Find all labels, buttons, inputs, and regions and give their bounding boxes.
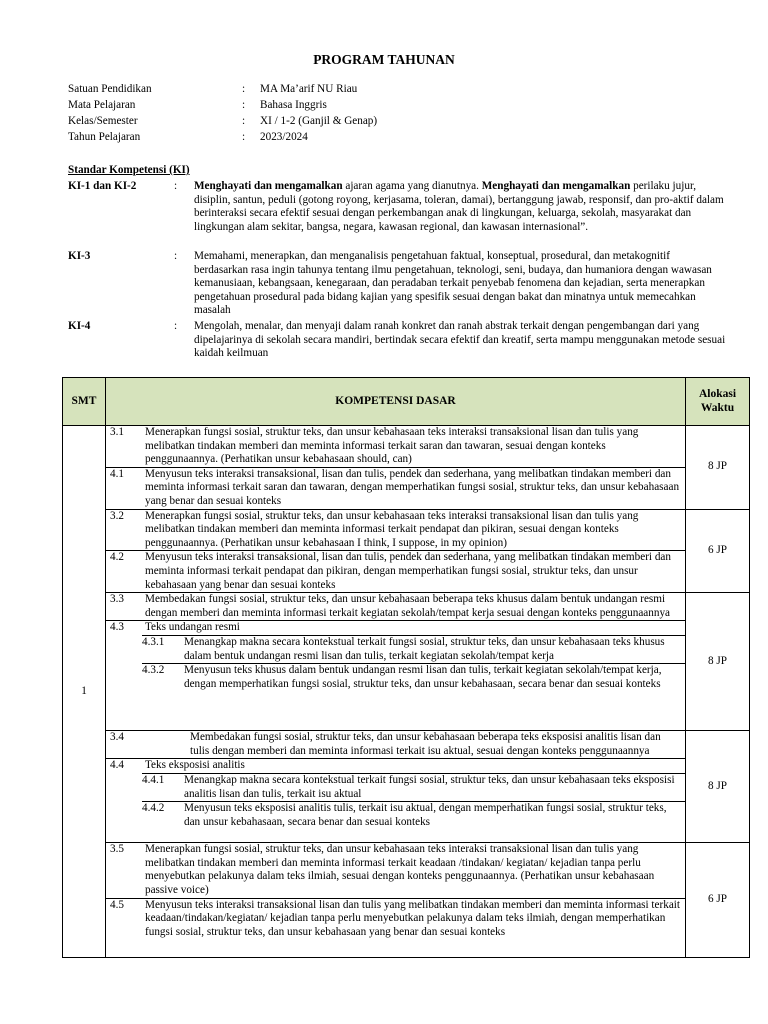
kd-subnumber: 4.4.2 bbox=[142, 802, 165, 815]
info-separator: : bbox=[242, 99, 246, 111]
kd-subtext: Menyusun teks khusus dalam bentuk undangan resmi lisan dan tulis, terkait kegiatan sekolah/tempat kerja, dengan memperhatikan fungsi sosial, struktur teks, dan unsur kebahasaan, secara benar dan sesuai konteks bbox=[184, 664, 662, 690]
info-separator: : bbox=[242, 115, 246, 127]
info-label: Satuan Pendidikan bbox=[68, 83, 152, 95]
ki-text: Mengolah, menalar, dan menyaji dalam ranah konkret dan ranah abstrak terkait dengan pengembangan dari yang dipelajarinya di sekolah secara mandiri, bertindak secara efektif dan kreatif, serta mampu menggunakan metode sesuai kaidah keilmuan bbox=[194, 320, 726, 360]
ki-separator: : bbox=[174, 320, 178, 332]
info-label: Kelas/Semester bbox=[68, 115, 138, 127]
identity-block bbox=[68, 83, 377, 147]
kd-item bbox=[106, 731, 685, 758]
alokasi-cell: 8 JP bbox=[686, 426, 750, 510]
ki-1-2 bbox=[68, 180, 758, 234]
kd-item bbox=[106, 843, 685, 897]
kd-item bbox=[106, 898, 685, 940]
ki-separator: : bbox=[174, 180, 178, 192]
table-row bbox=[63, 593, 750, 731]
table-row bbox=[63, 731, 750, 843]
kd-text: Teks eksposisi analitis bbox=[145, 759, 245, 772]
page-title: PROGRAM TAHUNAN bbox=[313, 52, 455, 67]
kd-number: 3.2 bbox=[110, 509, 124, 522]
table-row bbox=[63, 426, 750, 510]
info-value: MA Ma’arif NU Riau bbox=[260, 83, 358, 95]
kd-item bbox=[106, 758, 685, 773]
info-row-kelas bbox=[68, 115, 377, 131]
info-label: Mata Pelajaran bbox=[68, 99, 136, 111]
kd-cell bbox=[106, 843, 686, 958]
kd-item bbox=[106, 467, 685, 509]
kd-number: 4.4 bbox=[110, 759, 124, 772]
header-kd: KOMPETENSI DASAR bbox=[106, 378, 686, 426]
info-row-mapel bbox=[68, 99, 377, 115]
kd-number: 4.3 bbox=[110, 621, 124, 634]
kd-subnumber: 4.3.1 bbox=[142, 635, 165, 648]
kd-subnumber: 4.3.2 bbox=[142, 664, 165, 677]
ki-label: KI-3 bbox=[68, 250, 91, 262]
ki-label: KI-4 bbox=[68, 320, 91, 332]
header-alokasi: Alokasi Waktu bbox=[686, 378, 750, 426]
kd-cell bbox=[106, 593, 686, 731]
info-separator: : bbox=[242, 83, 246, 95]
ki-text: Memahami, menerapkan, dan menganalisis pengetahuan faktual, konseptual, prosedural, dan metakognitif berdasarkan rasa ingin tahunya tentang ilmu pengetahuan, teknologi, seni, budaya, dan humaniora dengan wawasan kemanusiaan, kebangsaan, kenegaraan, dan peradaban terkait penyebab fenomena dan kejadian, serta menerapkan pengetahuan prosedural pada bidang kajian yang spesifik sesuai dengan bakat dan minatnya untuk memecahkan masalah bbox=[194, 250, 712, 317]
kd-text: Menerapkan fungsi sosial, struktur teks, dan unsur kebahasaan teks interaksi transaksional lisan dan tulis yang melibatkan tindakan memberi dan meminta informasi terkait pendapat dan pikiran, sesuai dengan konteks penggunaannya. (Perhatikan unsur kebahasaan I think, I suppose, in my opinion) bbox=[145, 509, 639, 549]
table-header-row bbox=[63, 378, 750, 426]
kd-text: Membedakan fungsi sosial, struktur teks, dan unsur kebahasaan beberapa teks khusus dalam bentuk undangan resmi dengan memberi dan meminta informasi terkait kegiatan sekolah/tempat kerja sesuai dengan konteks penggunaannya bbox=[145, 593, 671, 619]
kd-text: Menyusun teks interaksi transaksional lisan dan tulis yang melibatkan tindakan memberi dan meminta informasi terkait keadaan/tindakan/kegiatan/ kejadian tanpa perlu menyebutkan pelakunya dalam teks ilmiah, dengan memperhatikan fungsi sosial, struktur teks, dan unsur kebahasaan yang benar dan sesuai konteks bbox=[145, 898, 681, 938]
ki-4 bbox=[68, 320, 758, 361]
kd-text: Menyusun teks interaksi transaksional, lisan dan tulis, pendek dan sederhana, yang melibatkan tindakan memberi dan meminta informasi terkait pendapat dan pikiran, dengan memperhatikan fungsi sosial, struktur teks, dan unsur kebahasaan yang benar dan sesuai konteks bbox=[145, 551, 671, 591]
info-value: XI / 1-2 (Ganjil & Genap) bbox=[260, 115, 378, 127]
table-row bbox=[63, 509, 750, 593]
ki-3 bbox=[68, 250, 758, 318]
info-value: 2023/2024 bbox=[260, 131, 308, 143]
kd-item bbox=[106, 426, 685, 467]
info-value: Bahasa Inggris bbox=[260, 99, 327, 111]
kd-text: Teks undangan resmi bbox=[145, 621, 240, 634]
alokasi-cell: 8 JP bbox=[686, 593, 750, 731]
kd-subtext: Menangkap makna secara kontekstual terkait fungsi sosial, struktur teks, dan unsur kebahasaan teks eksposisi analitis lisan dan tulis, terkait isu aktual bbox=[184, 773, 675, 800]
ki-text-part: ajaran agama yang dianutnya. bbox=[342, 180, 482, 192]
table-row bbox=[63, 843, 750, 958]
kompetensi-dasar-table bbox=[62, 377, 750, 958]
ki-emphasis: Menghayati dan mengamalkan bbox=[194, 180, 343, 192]
kd-subtext: Menangkap makna secara kontekstual terkait fungsi sosial, struktur teks, dan unsur kebahasaan teks khusus dalam bentuk undangan resmi lisan dan tulis, terkait kegiatan sekolah/tempat kerja bbox=[184, 635, 665, 662]
kd-number: 3.4 bbox=[110, 731, 124, 744]
ki-heading: Standar Kompetensi (KI) bbox=[68, 164, 190, 176]
ki-separator: : bbox=[174, 250, 178, 262]
kd-subnumber: 4.4.1 bbox=[142, 773, 165, 786]
ki-label: KI-1 dan KI-2 bbox=[68, 180, 137, 192]
kd-cell bbox=[106, 509, 686, 593]
kd-item bbox=[106, 620, 685, 635]
kd-number: 4.5 bbox=[110, 898, 124, 911]
ki-text bbox=[194, 180, 726, 234]
kd-subitem bbox=[142, 773, 685, 801]
kd-cell bbox=[106, 731, 686, 843]
kd-text: Menerapkan fungsi sosial, struktur teks, dan unsur kebahasaan teks interaksi transaksional lisan dan tulis yang melibatkan tindakan memberi dan meminta informasi terkait saran dan tawaran, sesuai dengan konteks penggunaannya. (Perhatikan unsur kebahasaan should, can) bbox=[145, 426, 639, 466]
alokasi-cell: 6 JP bbox=[686, 509, 750, 593]
alokasi-cell: 8 JP bbox=[686, 731, 750, 843]
kd-subtext: Menyusun teks eksposisi analitis tulis, terkait isu aktual, dengan memperhatikan fungsi sosial, struktur teks, dan unsur kebahasaan, secara benar dan sesuai konteks bbox=[184, 802, 667, 828]
info-row-tahun bbox=[68, 131, 377, 147]
header-smt: SMT bbox=[63, 378, 106, 426]
kd-text: Menyusun teks interaksi transaksional, lisan dan tulis, pendek dan sederhana, yang melibatkan tindakan memberi dan meminta informasi terkait saran dan tawaran, dengan memperhatikan fungsi sosial, struktur teks, dan unsur kebahasaan yang benar dan sesuai konteks bbox=[145, 467, 680, 507]
kd-text: Menerapkan fungsi sosial, struktur teks, dan unsur kebahasaan teks interaksi transaksional lisan dan tulis yang melibatkan tindakan memberi dan meminta informasi terkait keadaan /tindakan/ kegiatan/ kejadian tanpa perlu menyebutkan pelakunya dalam teks ilmiah, sesuai dengan konteks penggunaannya. (Perhatikan unsur kebahasaan passive voice) bbox=[145, 843, 655, 896]
ki-emphasis: Menghayati dan mengamalkan bbox=[481, 180, 631, 192]
ki-text-part: perilaku jujur, disiplin, santun, peduli (gotong royong, kerjasama, toleran, damai), bertanggung jawab, responsif, dan pro-aktif dalam berinteraksi secara efektif sesuai dengan perkembangan anak di lingkungan, keluarga, sekolah, masyarakat dan lingkungan alam sekitar, bangsa, negara, kawasan regional, dan kawasan internasional”. bbox=[194, 180, 724, 233]
alokasi-cell: 6 JP bbox=[686, 843, 750, 958]
semester-cell: 1 bbox=[63, 426, 106, 958]
info-label: Tahun Pelajaran bbox=[68, 131, 141, 143]
kd-number: 4.1 bbox=[110, 467, 124, 480]
kd-item bbox=[106, 550, 685, 592]
kd-number: 4.2 bbox=[110, 551, 124, 564]
kd-text: Membedakan fungsi sosial, struktur teks, dan unsur kebahasaan beberapa teks eksposisi analitis lisan dan tulis dengan memberi dan meminta informasi terkait isu aktual, sesuai dengan konteks penggunaannya bbox=[190, 731, 661, 757]
info-row-satuan bbox=[68, 83, 377, 99]
info-separator: : bbox=[242, 131, 246, 143]
kd-subitem bbox=[142, 635, 685, 663]
kd-number: 3.5 bbox=[110, 843, 124, 856]
kd-item bbox=[106, 510, 685, 551]
kd-subitem bbox=[142, 801, 685, 829]
kd-item bbox=[106, 593, 685, 620]
kd-number: 3.1 bbox=[110, 426, 124, 438]
kd-number: 3.3 bbox=[110, 593, 124, 606]
kd-cell bbox=[106, 426, 686, 510]
kd-subitem bbox=[142, 663, 685, 691]
